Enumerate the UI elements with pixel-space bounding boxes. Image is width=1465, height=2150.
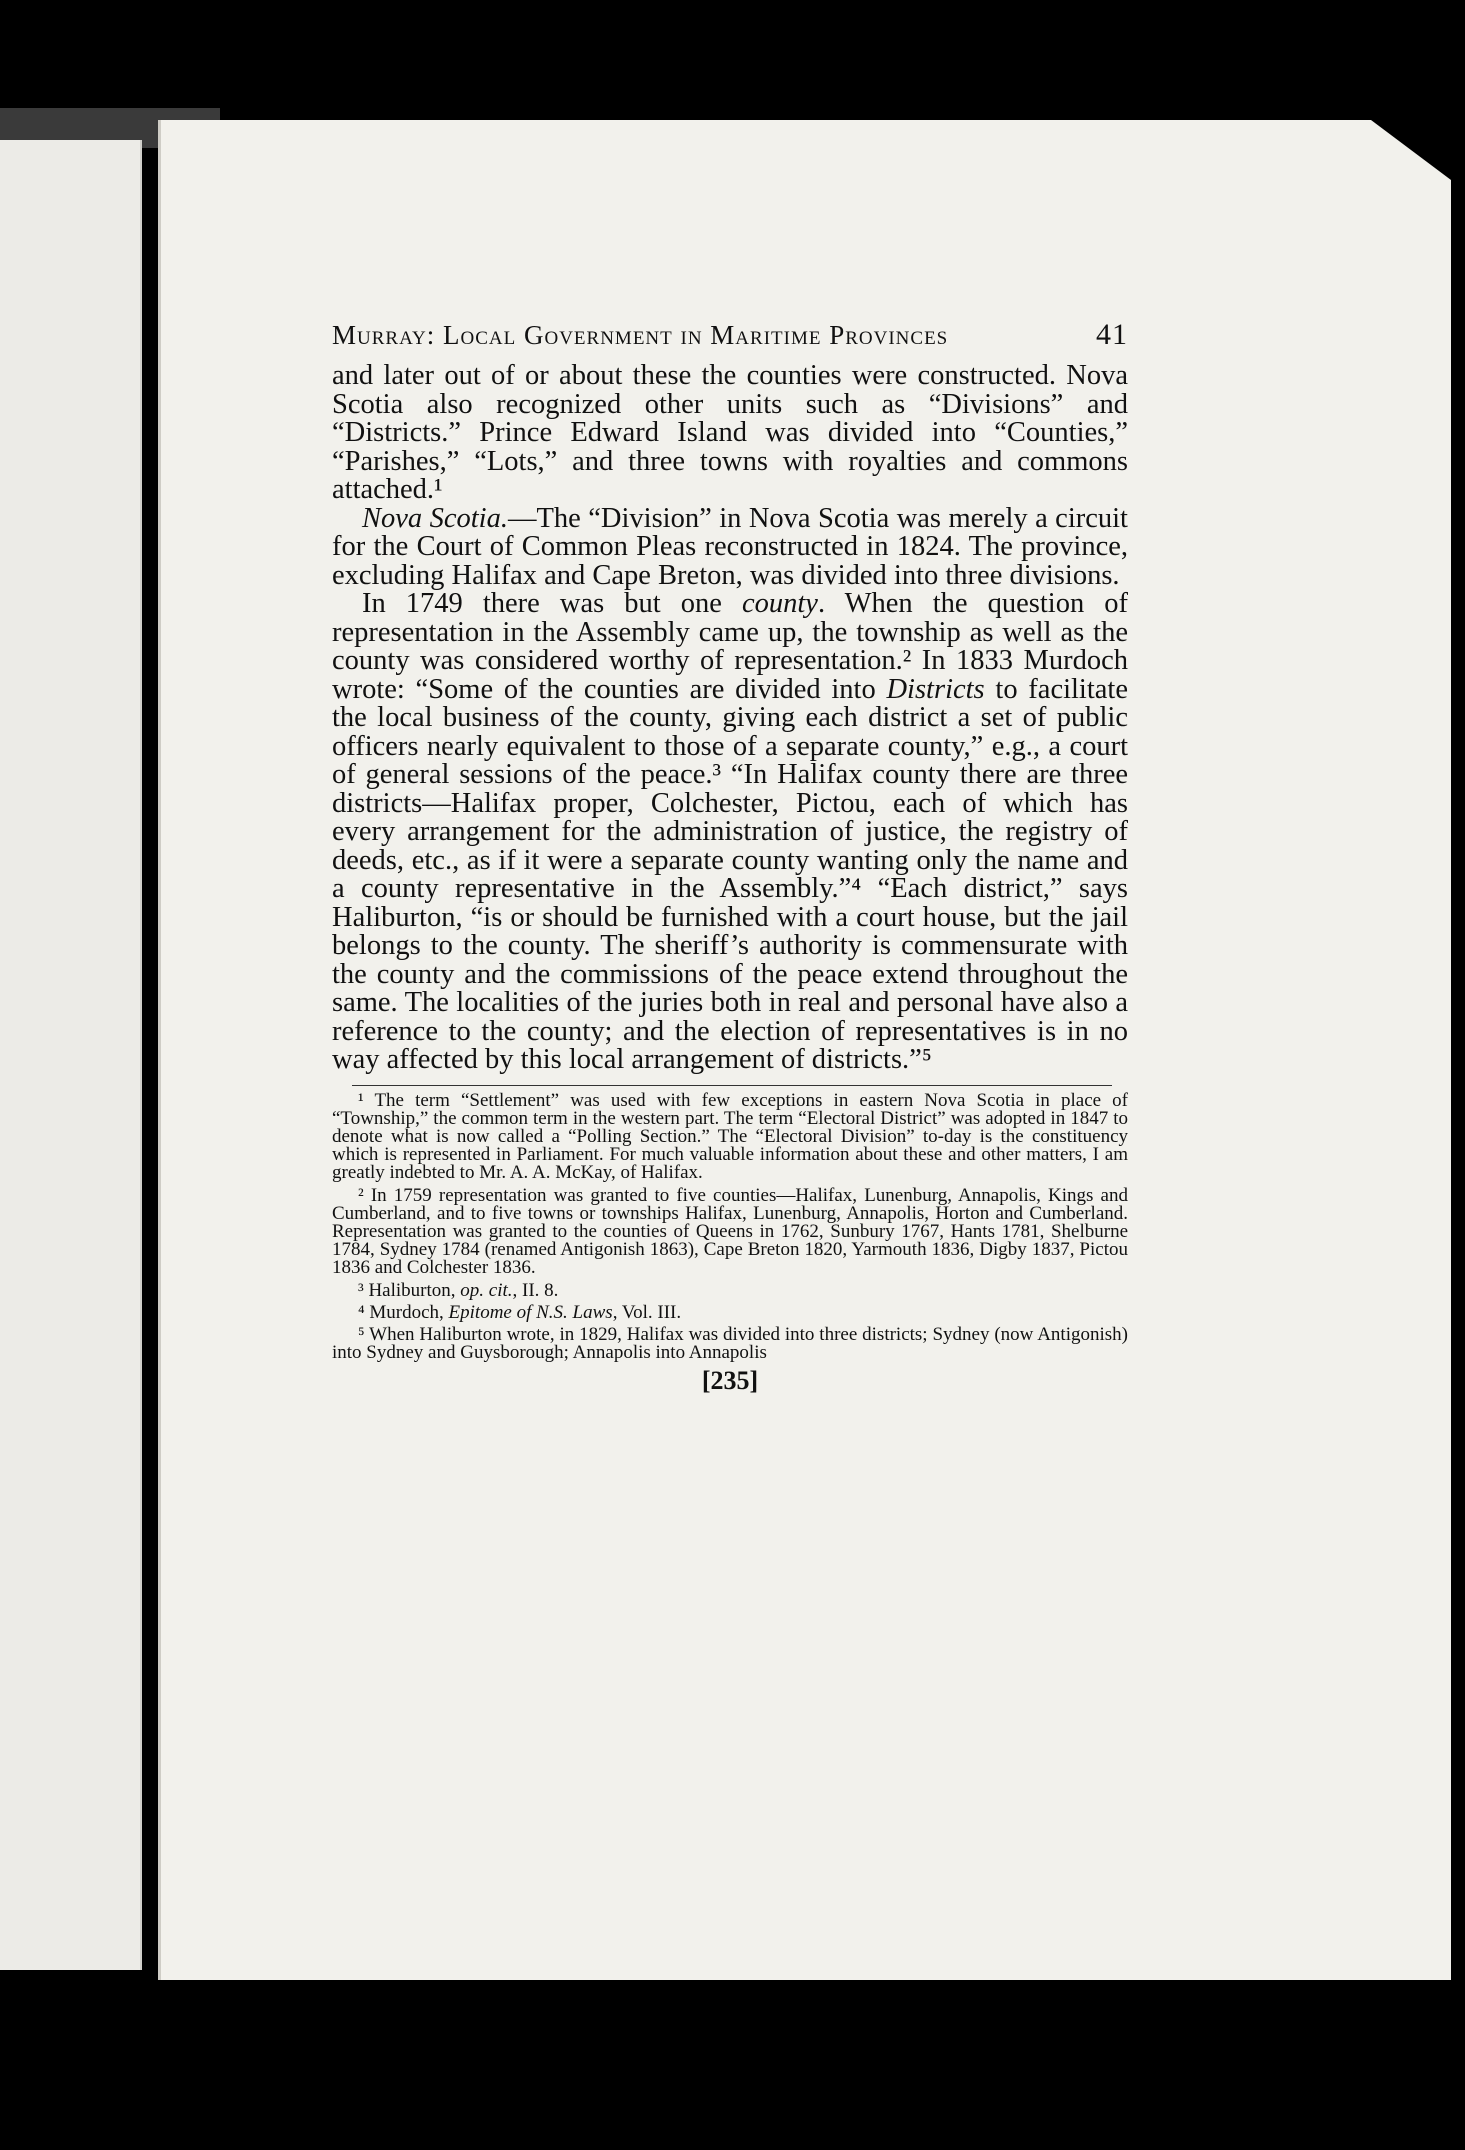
paragraph-3 — [332, 590, 1128, 1075]
paragraph-2 — [332, 502, 1128, 591]
running-head — [332, 318, 1128, 352]
footnote-1: ¹ The term “Settlement” was used with few exceptions in eastern Nova Scotia in place of “Township,” the common term in the western part. The term “Electoral District” was adopted in 1847 to denote what is now called a “Polling Section.” The “Electoral Division” to-day is the constituency which is represented in Parliament. For much valuable information about these and other matters, I am greatly indebted to Mr. A. A. McKay, of Halifax. — [332, 1089, 1128, 1184]
paragraph-3-part-1: In 1749 there was but one — [362, 588, 742, 619]
footnote-4 — [332, 1301, 1128, 1323]
facing-page — [0, 140, 142, 1970]
italic-districts: Districts — [886, 673, 985, 705]
footnote-rule — [352, 1085, 1112, 1086]
page-number: 41 — [1096, 318, 1128, 351]
footnote-3-author: ³ Haliburton, — [358, 1279, 461, 1301]
footnote-3-italic: op. cit. — [460, 1279, 513, 1301]
nova-scotia-heading: Nova Scotia. — [362, 502, 508, 534]
italic-county: county — [741, 588, 818, 619]
paragraph-3-part-2: . When the question of representation in the Assembly came up, the township as well as the county was considered worthy of representation.² In 1833 Murdoch wrote: “Some of the counties are divided into — [332, 588, 1129, 705]
text-column — [332, 318, 1128, 1396]
paragraph-3-part-3: to facilitate the local business of the county, giving each district a set of public officers nearly equivalent to those of a separate county,” e.g., a court of general sessions of the peace.³ “In Halifax county there are three districts—Halifax proper, Colchester, Pictou, each of which has every arrangement for the administration of justice, the registry of deeds, etc., as if it were a separate county wanting only the name and a county representative in the Assembly.”⁴ “Each district,” says Haliburton, “is or should be furnished with a court house, but the jail belongs to the county. The sheriff’s authority is commensurate with the county and the commissions of the peace extend throughout the same. The localities of the juries both in real and personal have also a reference to the county; and the election of representatives is in no way affected by this local arrangement of districts.”⁵ — [332, 673, 1128, 1075]
body-text — [332, 362, 1128, 1075]
footnote-3 — [332, 1279, 1128, 1301]
footnote-2: ² In 1759 representation was granted to five counties—Halifax, Lunenburg, Annapolis, Kings and Cumberland, and to five towns or townships Halifax, Lunenburg, Annapolis, Horton and Cumberland. Representation was granted to the counties of Queens in 1762, Sunbury 1767, Hants 1781, Shelburne 1784, Sydney 1784 (renamed Antigonish 1863), Cape Breton 1820, Yarmouth 1836, Digby 1837, Pictou 1836 and Colchester 1836. — [332, 1184, 1128, 1279]
folio-number: [235] — [701, 1366, 759, 1396]
footnote-5: ⁵ When Haliburton wrote, in 1829, Halifax was divided into three districts; Sydney (now Antigonish) into Sydney and Guysborough; Annapolis into Annapolis — [332, 1323, 1128, 1364]
paragraph-2-text: —The “Division” in Nova Scotia was merely a circuit for the Court of Common Pleas reconstructed in 1824. The province, excluding Halifax and Cape Breton, was divided into three divisions. — [332, 502, 1128, 591]
running-head-title: Murray: Local Government in Maritime Provinces — [332, 320, 949, 350]
page-corner-tear — [1371, 120, 1451, 180]
footnote-4-ref: , Vol. III. — [612, 1301, 682, 1323]
footnote-4-author: ⁴ Murdoch, — [358, 1301, 449, 1323]
footnote-3-ref: , II. 8. — [512, 1279, 559, 1301]
footnote-4-italic: Epitome of N.S. Laws — [448, 1301, 613, 1323]
paragraph-1: and later out of or about these the counties were constructed. Nova Scotia also recognized other units such as “Divisions” and “Districts.” Prince Edward Island was divided into “Counties,” “Parishes,” “Lots,” and three towns with royalties and commons attached.¹ — [332, 360, 1128, 505]
footnotes — [332, 1089, 1128, 1364]
